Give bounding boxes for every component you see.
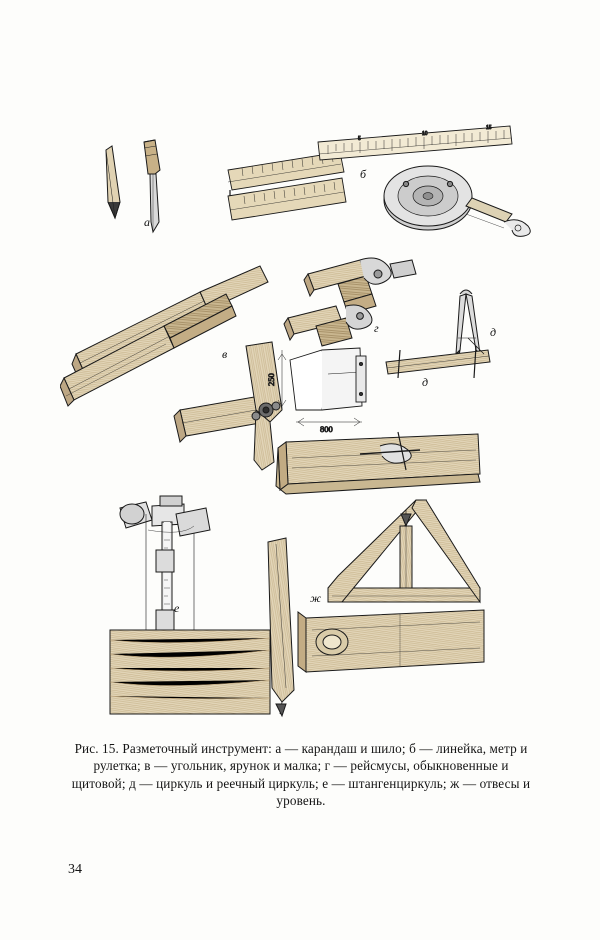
figure-illustration xyxy=(60,110,540,730)
tool-marking-gauge-2 xyxy=(284,305,372,346)
figure-caption xyxy=(68,740,534,810)
tool-spirit-level xyxy=(298,610,484,672)
dimension-height: 250 xyxy=(266,373,276,386)
tool-panel-gauge-on-board xyxy=(276,432,480,494)
part-label-b: б xyxy=(360,167,367,181)
ruler-tick-10: 10 xyxy=(422,131,428,137)
tool-bevel xyxy=(174,342,282,470)
panel-gauge-diagram xyxy=(266,348,366,434)
part-label-zh: ж xyxy=(310,591,322,605)
part-label-d1: д xyxy=(490,325,497,339)
ruler-tick-5: 5 xyxy=(358,136,361,142)
tool-folding-meter xyxy=(228,152,346,220)
tool-ruler xyxy=(318,125,512,160)
tool-pencil-and-awl xyxy=(106,140,160,232)
part-label-a: а xyxy=(144,215,150,229)
caption-text: Рис. 15. Разметочный инструмент: а — карандаш и шило; б — линейка, метр и рулетка; в — угольник, ярунок и малка; г — рейсмусы, обыкновенные и щитовой; д — циркуль и реечный циркуль; е — штангенциркуль; ж — отвесы и уровень. xyxy=(71,741,531,809)
part-label-e: е xyxy=(174,601,180,615)
board-under-caliper xyxy=(110,630,270,714)
part-label-v: в xyxy=(222,347,228,361)
ruler-tick-15: 15 xyxy=(486,125,492,131)
part-label-g1: г xyxy=(374,321,379,335)
part-label-d2: д xyxy=(422,375,429,389)
tool-tape-measure xyxy=(384,166,530,236)
dimension-width: 800 xyxy=(320,424,333,434)
tool-beam-compass xyxy=(386,338,490,378)
tool-plumb-bob xyxy=(268,538,294,716)
page-number: 34 xyxy=(68,862,82,877)
tool-triangle-level-frame xyxy=(328,500,480,602)
